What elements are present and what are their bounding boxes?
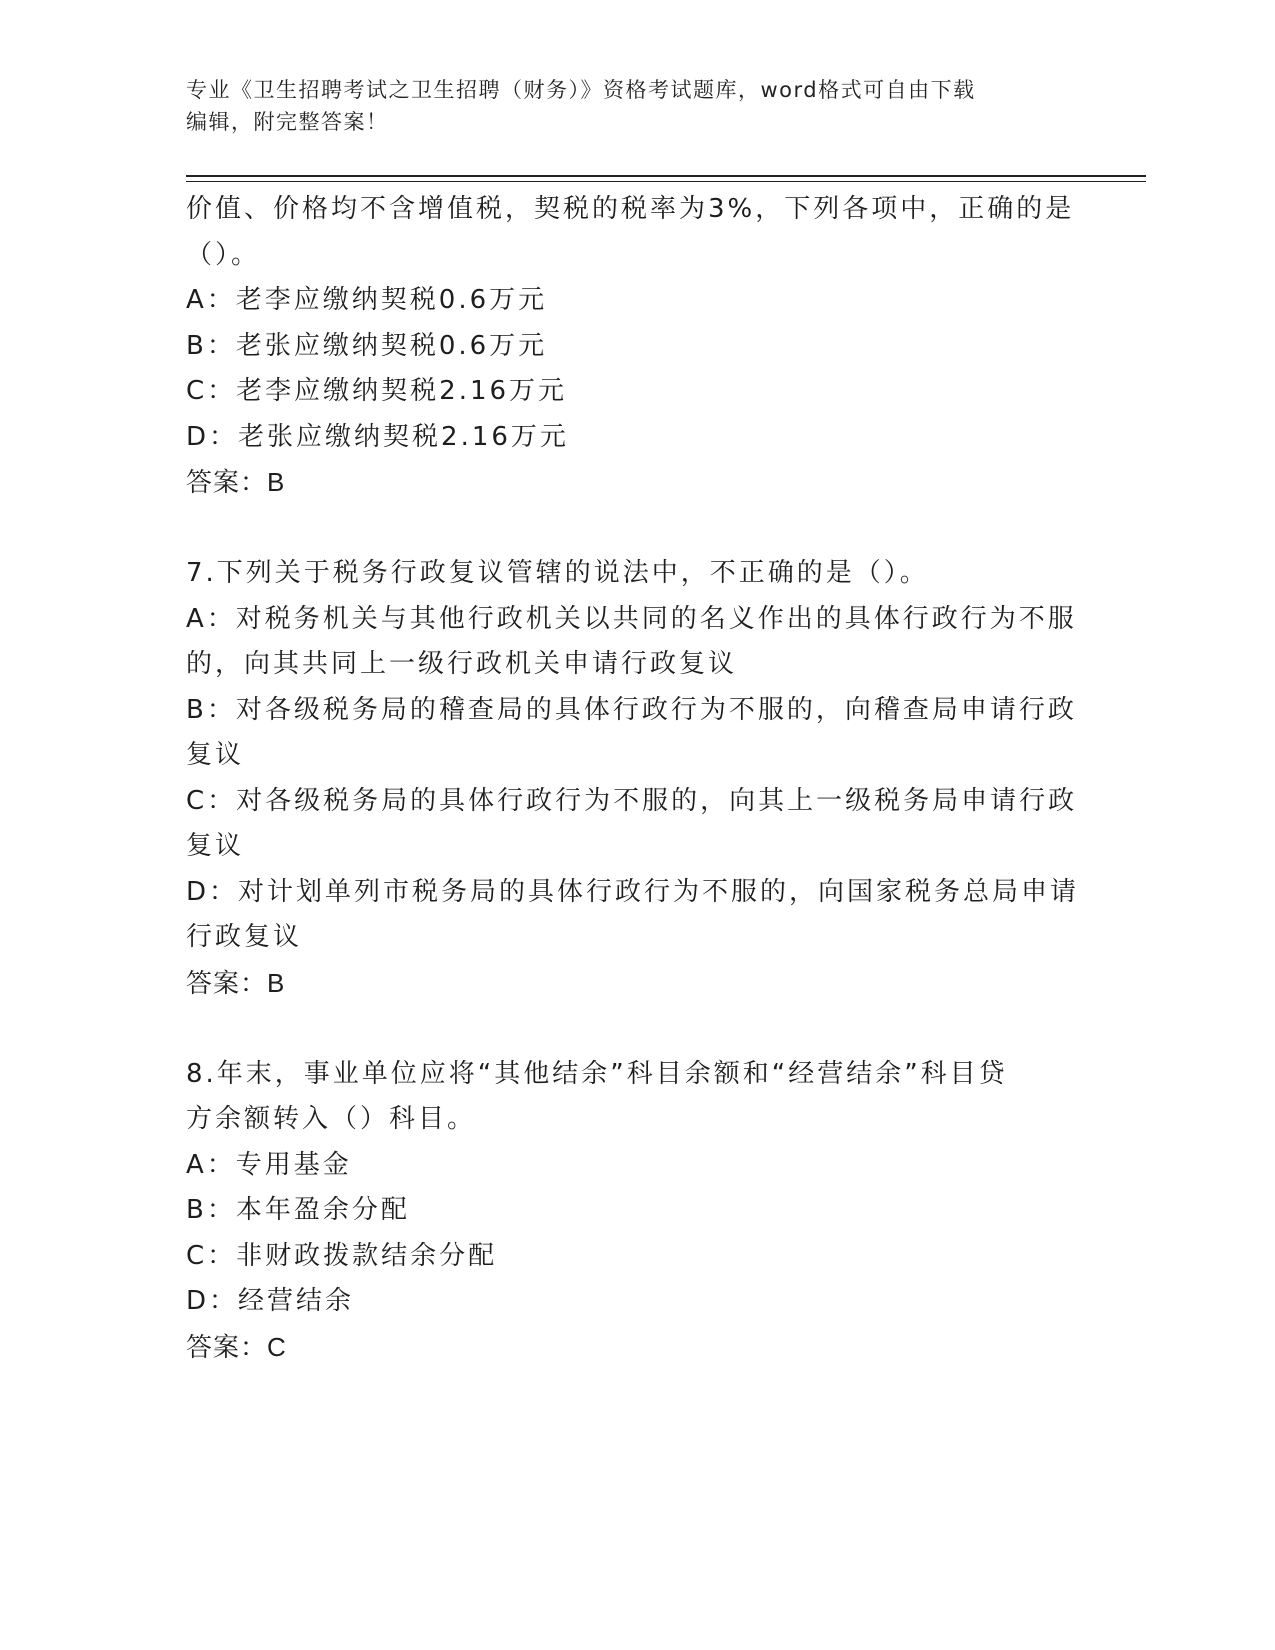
- option-d: D：对计划单列市税务局的具体行政行为不服的，向国家税务总局申请: [186, 876, 1080, 907]
- option-b: B：对各级税务局的稽查局的具体行政行为不服的，向稽查局申请行政: [186, 694, 1077, 725]
- option-c: C：老李应缴纳契税2.16万元: [186, 376, 568, 406]
- question-stem: 7.下列关于税务行政复议管辖的说法中，不正确的是（）。: [186, 558, 929, 588]
- option-c-continued: 复议: [186, 831, 245, 861]
- option-c: C：对各级税务局的具体行政行为不服的，向其上一级税务局申请行政: [186, 785, 1078, 816]
- header-line-2: 编辑，附完整答案！: [186, 110, 389, 134]
- question-stem: 方余额转入（）科目。: [186, 1104, 477, 1134]
- option-a-continued: 的，向其共同上一级行政机关申请行政复议: [186, 649, 738, 679]
- document-header: [186, 74, 1066, 138]
- option-a: A：老李应缴纳契税0.6万元: [186, 285, 548, 315]
- question-7: [186, 551, 1080, 1006]
- question-stem: （）。: [186, 239, 261, 270]
- option-b: B：老张应缴纳契税0.6万元: [186, 330, 548, 361]
- option-d-continued: 行政复议: [186, 922, 303, 952]
- option-b: B：本年盈余分配: [186, 1195, 410, 1225]
- header-line-1: 专业《卫生招聘考试之卫生招聘（财务）》资格考试题库，word格式可自由下载: [186, 78, 976, 102]
- question-stem: 价值、价格均不含增值税，契税的税率为3%，下列各项中，正确的是: [186, 194, 1075, 224]
- question-8: [186, 1052, 1076, 1371]
- spacer: [186, 1006, 1076, 1052]
- option-c: C：非财政拨款结余分配: [186, 1240, 498, 1271]
- header-divider-thick: [186, 175, 1146, 177]
- spacer: [186, 506, 1076, 552]
- question-list: [186, 187, 1080, 1370]
- option-d: D：老张应缴纳契税2.16万元: [186, 421, 569, 452]
- option-d: D：经营结余: [186, 1286, 355, 1316]
- answer: 答案：B: [186, 467, 286, 497]
- option-a: A：专用基金: [186, 1149, 352, 1180]
- question-6: [186, 187, 1076, 506]
- option-b-continued: 复议: [186, 740, 245, 770]
- option-a: A：对税务机关与其他行政机关以共同的名义作出的具体行政行为不服: [186, 603, 1077, 634]
- question-stem: 8.年末，事业单位应将“其他结余”科目余额和“经营结余”科目贷: [186, 1058, 1008, 1089]
- answer: 答案：B: [186, 967, 286, 998]
- header-divider-thin: [186, 181, 1146, 182]
- answer: 答案：C: [186, 1331, 287, 1362]
